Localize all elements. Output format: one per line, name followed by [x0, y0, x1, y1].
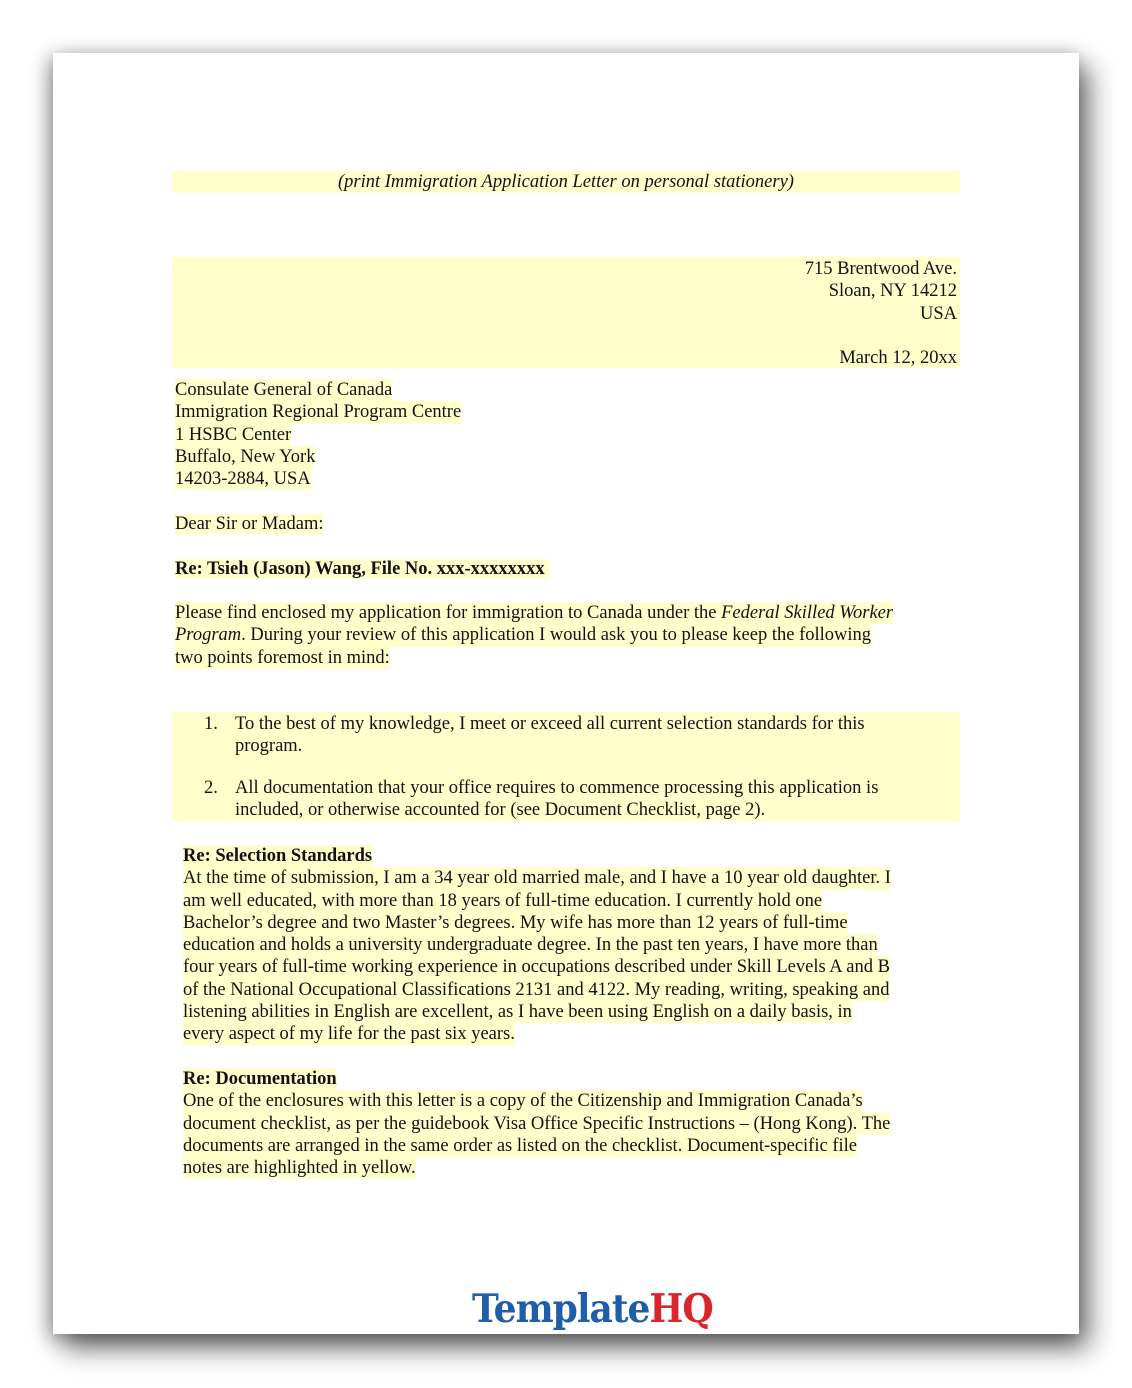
paragraph-line: four years of full-time working experience in occupations described under Skill Levels A and B [183, 957, 890, 978]
list-item-text: included, or otherwise accounted for (see Document Checklist, page 2). [235, 800, 766, 821]
sender-address-line: Sloan, NY 14212 [828, 281, 957, 302]
sender-address-line: USA [919, 303, 957, 324]
recipient-address-block [175, 379, 461, 490]
paragraph-line: notes are highlighted in yellow. [183, 1158, 416, 1179]
recipient-line: Buffalo, New York [175, 446, 316, 467]
program-name: Federal Skilled Worker [721, 603, 894, 623]
paragraph-line: Bachelor’s degree and two Master’s degrees. My wife has more than 12 years of full-time [183, 912, 848, 933]
section-heading: Re: Selection Standards [183, 846, 373, 866]
subject-line: Re: Tsieh (Jason) Wang, File No. xxx-xxxxxxxx [175, 559, 549, 579]
paragraph-line: am well educated, with more than 18 years of full-time education. I currently hold one [183, 890, 823, 911]
recipient-line: Consulate General of Canada [175, 380, 393, 400]
letter-date: March 12, 20xx [839, 347, 957, 368]
paragraph-line: education and holds a university undergraduate degree. In the past ten years, I have more than [183, 935, 878, 956]
paragraph-line: of the National Occupational Classifications 2131 and 4122. My reading, writing, speaking and [183, 979, 890, 1000]
recipient-line: Immigration Regional Program Centre [175, 402, 462, 423]
program-name: Program [175, 625, 242, 646]
list-item-text: To the best of my knowledge, I meet or exceed all current selection standards for this [235, 714, 865, 734]
list-item-text: All documentation that your office requires to commence processing this application is [235, 778, 879, 798]
documentation-section [183, 1068, 973, 1179]
intro-text: two points foremost in mind: [175, 647, 390, 668]
section-heading: Re: Documentation [183, 1069, 337, 1089]
list-number: 2. [204, 778, 218, 798]
recipient-line: 14203-2884, USA [175, 469, 311, 490]
logo-text-template: Template [472, 1285, 650, 1333]
intro-text: . During your review of this application I would ask you to please keep the following [241, 625, 872, 646]
list-number: 1. [204, 714, 218, 734]
sender-address-line: 715 Brentwood Ave. [804, 259, 957, 279]
paragraph-line: documents are arranged in the same order as listed on the checklist. Document-specific file [183, 1135, 857, 1156]
logo-text-hq: HQ [649, 1285, 713, 1333]
key-points-list [172, 712, 960, 821]
intro-text: Please find enclosed my application for immigration to Canada under the [175, 603, 722, 623]
salutation: Dear Sir or Madam: [175, 514, 324, 534]
intro-paragraph [175, 602, 965, 669]
selection-standards-section [183, 845, 973, 1046]
sender-address-block [172, 257, 960, 368]
paragraph-line: At the time of submission, I am a 34 year old married male, and I have a 10 year old daughter. I [183, 868, 891, 889]
print-instruction-note: (print Immigration Application Letter on personal stationery) [172, 171, 960, 193]
paragraph-line: listening abilities in English are excellent, as I have been using English on a daily basis, in [183, 1002, 852, 1023]
paragraph-line: One of the enclosures with this letter is a copy of the Citizenship and Immigration Canada’s [183, 1091, 863, 1112]
templatehq-logo [472, 1283, 713, 1336]
recipient-line: 1 HSBC Center [175, 424, 292, 445]
paragraph-line: every aspect of my life for the past six years. [183, 1024, 515, 1045]
paragraph-line: document checklist, as per the guidebook Visa Office Specific Instructions – (Hong Kong). The [183, 1113, 891, 1134]
list-item-text: program. [235, 736, 303, 757]
